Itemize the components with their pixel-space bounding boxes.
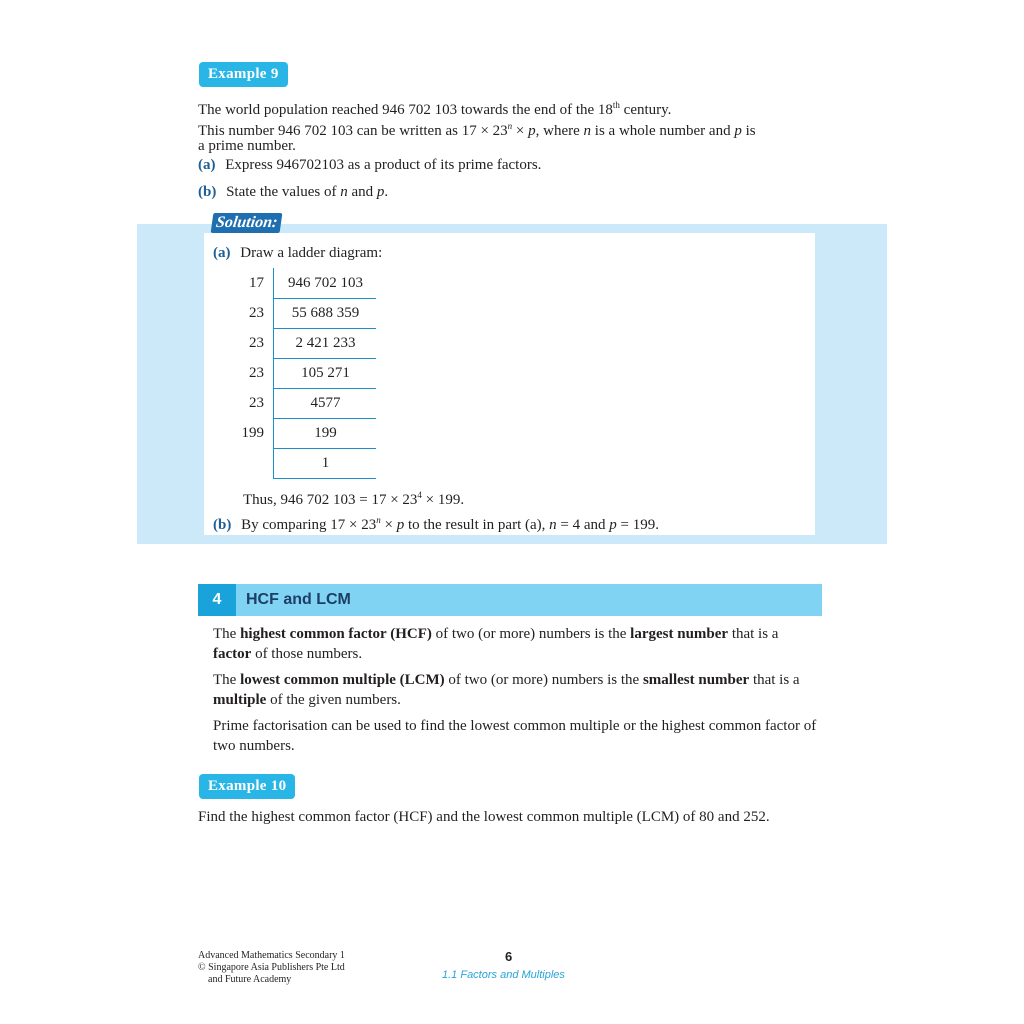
solution-title: Solution: bbox=[211, 213, 283, 233]
footer-credits bbox=[198, 950, 345, 986]
solution-b-label: (b) bbox=[213, 517, 232, 533]
ladder-quotient: 2 421 233 bbox=[295, 335, 356, 351]
section-number: 4 bbox=[198, 584, 236, 616]
example-10-text: Find the highest common factor (HCF) and the lowest common multiple (LCM) of 80 and 252. bbox=[198, 809, 770, 825]
lcm-definition: The lowest common multiple (LCM) of two (or more) numbers is the smallest number that is a multiple of the given numbers. bbox=[213, 672, 800, 708]
part-a-text: Express 946702103 as a product of its prime factors. bbox=[225, 157, 542, 173]
footer-publisher: © Singapore Asia Publishers Pte Ltd bbox=[198, 962, 345, 973]
ladder-divisor: 199 bbox=[241, 425, 264, 441]
ladder-divider bbox=[273, 358, 376, 359]
page-number: 6 bbox=[505, 949, 513, 964]
ladder-divider bbox=[273, 298, 376, 299]
ladder-quotient: 199 bbox=[314, 425, 337, 441]
ladder-divider bbox=[273, 478, 376, 479]
example-9-part-b: (b) State the values of n and p. bbox=[198, 184, 389, 200]
ladder-quotient: 1 bbox=[321, 455, 330, 471]
part-b-label: (b) bbox=[198, 184, 217, 200]
ladder-quotient: 4577 bbox=[310, 395, 341, 411]
ladder-divisor: 23 bbox=[249, 305, 264, 321]
example-9-label: Example 9 bbox=[199, 62, 288, 87]
ladder-divisor: 23 bbox=[249, 395, 264, 411]
solution-part-b: (b) By comparing $17 \times 23^n \times p$ to the result in part (a), n = 4 and p = 199. bbox=[213, 515, 659, 533]
ladder-divisor: 17 bbox=[249, 275, 264, 291]
hcf-definition: The highest common factor (HCF) of two (or more) numbers is the largest number that is a factor of those numbers. bbox=[213, 626, 779, 662]
solution-a-label: (a) bbox=[213, 245, 231, 261]
section-title: HCF and LCM bbox=[246, 591, 351, 608]
ladder-divisor: 23 bbox=[249, 335, 264, 351]
solution-part-a bbox=[213, 243, 382, 263]
example-9-line-1: The world population reached 946 702 103 towards the end of the 18th century. bbox=[198, 100, 672, 118]
ladder-divider bbox=[273, 448, 376, 449]
prime-factorisation-note: Prime factorisation can be used to find the lowest common multiple or the highest common factor of two numbers. bbox=[213, 718, 817, 754]
ladder-divisor: 23 bbox=[249, 365, 264, 381]
ladder-quotient: 946 702 103 bbox=[288, 275, 363, 291]
ladder-quotient: 55 688 359 bbox=[291, 305, 360, 321]
ladder-vertical-line bbox=[273, 268, 274, 478]
footer-chapter: 1.1 Factors and Multiples bbox=[442, 969, 565, 981]
ladder-divider bbox=[273, 388, 376, 389]
footer-book: Advanced Mathematics Secondary 1 bbox=[198, 950, 345, 961]
ladder-divider bbox=[273, 418, 376, 419]
part-a-label: (a) bbox=[198, 157, 216, 173]
footer-academy: and Future Academy bbox=[208, 974, 292, 985]
ladder-divider bbox=[273, 328, 376, 329]
solution-a-text: Draw a ladder diagram: bbox=[240, 245, 383, 261]
ladder-quotient: 105 271 bbox=[301, 365, 350, 381]
solution-thus: Thus, 946 702 $103 = 17 \times 23^4 \times 199$. bbox=[243, 490, 465, 508]
example-9-line-2: This number 946 702 103 can be written as $17 \times 23^n \times p$, where n is a whole number and p is bbox=[198, 121, 756, 139]
example-9-line-3: a prime number. bbox=[198, 138, 296, 154]
example-10-label: Example 10 bbox=[199, 774, 295, 799]
example-9-part-a bbox=[198, 155, 541, 175]
